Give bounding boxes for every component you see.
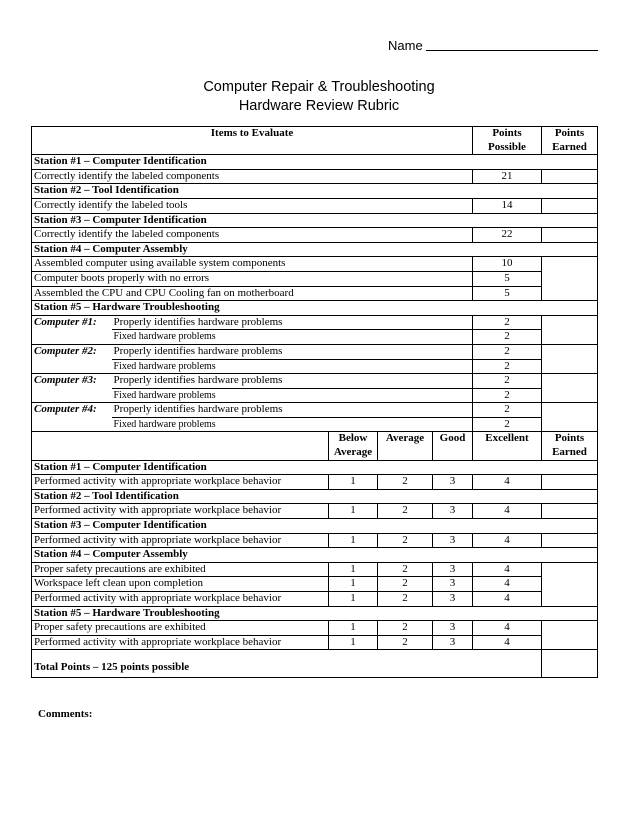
item-label: Properly identifies hardware problems <box>112 344 473 359</box>
section-row <box>32 489 598 504</box>
page-subtitle: Hardware Review Rubric <box>238 98 400 114</box>
table-row <box>32 359 598 374</box>
points-earned-cell[interactable] <box>542 562 598 606</box>
excellent-header: Excellent <box>473 432 542 460</box>
score-1: 1 <box>329 475 378 490</box>
points-possible: 2 <box>473 315 542 330</box>
section-row <box>32 242 598 257</box>
points-earned-cell[interactable] <box>542 257 598 301</box>
score-2: 2 <box>378 592 433 607</box>
comments-label: Comments: <box>38 708 93 720</box>
table-row <box>32 271 598 286</box>
items-header: Items to Evaluate <box>32 127 473 155</box>
points-possible: 2 <box>473 388 542 403</box>
name-blank-line[interactable] <box>426 50 598 51</box>
points-possible: 21 <box>473 169 542 184</box>
item-label: Assembled computer using available system components <box>32 257 473 272</box>
table-row <box>32 257 598 272</box>
item-label: Proper safety precautions are exhibited <box>32 621 329 636</box>
section-title: Station #5 – Hardware Troubleshooting <box>32 606 598 621</box>
score-1: 1 <box>329 621 378 636</box>
table-row <box>32 562 598 577</box>
points-possible: 2 <box>473 344 542 359</box>
points-earned-header: Points Earned <box>542 127 598 155</box>
score-3: 3 <box>433 592 473 607</box>
points-possible: 2 <box>473 359 542 374</box>
section-row <box>32 606 598 621</box>
score-3: 3 <box>433 533 473 548</box>
score-1: 1 <box>329 577 378 592</box>
table-row <box>32 374 598 389</box>
points-possible: 2 <box>473 330 542 345</box>
table-row <box>32 169 598 184</box>
total-row <box>32 650 598 678</box>
table-row <box>32 475 598 490</box>
section-row <box>32 184 598 199</box>
section-title: Station #5 – Hardware Troubleshooting <box>32 301 598 316</box>
points-earned-cell[interactable] <box>542 344 598 373</box>
score-4: 4 <box>473 592 542 607</box>
computer-label: Computer #4: <box>32 403 112 418</box>
points-earned-cell[interactable] <box>542 374 598 403</box>
points-earned-cell[interactable] <box>542 533 598 548</box>
score-4: 4 <box>473 577 542 592</box>
score-3: 3 <box>433 504 473 519</box>
item-label: Correctly identify the labeled components <box>32 169 473 184</box>
section-row <box>32 519 598 534</box>
item-label: Fixed hardware problems <box>112 388 473 403</box>
computer-label: Computer #1: <box>32 315 112 330</box>
score-4: 4 <box>473 562 542 577</box>
score-1: 1 <box>329 533 378 548</box>
section-row <box>32 548 598 563</box>
section-row <box>32 301 598 316</box>
points-earned-cell[interactable] <box>542 403 598 432</box>
item-label: Correctly identify the labeled tools <box>32 198 473 213</box>
item-label: Performed activity with appropriate workplace behavior <box>32 475 329 490</box>
table-row <box>32 417 598 432</box>
page-title: Computer Repair & Troubleshooting <box>203 79 435 95</box>
table-row <box>32 315 598 330</box>
points-possible: 5 <box>473 286 542 301</box>
item-label: Fixed hardware problems <box>112 330 473 345</box>
table-row <box>32 344 598 359</box>
item-label: Computer boots properly with no errors <box>32 271 473 286</box>
points-possible: 2 <box>473 417 542 432</box>
item-label: Performed activity with appropriate workplace behavior <box>32 635 329 650</box>
computer-label: Computer #2: <box>32 344 112 359</box>
table-row <box>32 198 598 213</box>
points-earned-cell[interactable] <box>542 315 598 344</box>
score-2: 2 <box>378 577 433 592</box>
rubric-table <box>31 126 598 678</box>
section-title: Station #3 – Computer Identification <box>32 213 598 228</box>
table-row <box>32 286 598 301</box>
score-1: 1 <box>329 635 378 650</box>
table-row <box>32 577 598 592</box>
score-2: 2 <box>378 635 433 650</box>
table-row <box>32 533 598 548</box>
points-possible: 22 <box>473 228 542 243</box>
computer-label: Computer #3: <box>32 374 112 389</box>
score-2: 2 <box>378 475 433 490</box>
section-row <box>32 213 598 228</box>
item-label: Fixed hardware problems <box>112 359 473 374</box>
item-label: Performed activity with appropriate workplace behavior <box>32 504 329 519</box>
section-row <box>32 460 598 475</box>
total-earned-cell[interactable] <box>542 650 598 678</box>
score-4: 4 <box>473 504 542 519</box>
table-row <box>32 388 598 403</box>
item-label: Properly identifies hardware problems <box>112 315 473 330</box>
score-4: 4 <box>473 621 542 636</box>
points-earned-cell[interactable] <box>542 621 598 650</box>
item-label: Correctly identify the labeled components <box>32 228 473 243</box>
table-header-row <box>32 127 598 155</box>
score-2: 2 <box>378 533 433 548</box>
points-possible: 5 <box>473 271 542 286</box>
item-label: Workspace left clean upon completion <box>32 577 329 592</box>
table-row <box>32 592 598 607</box>
section-title: Station #2 – Tool Identification <box>32 489 598 504</box>
average-header: Average <box>378 432 433 460</box>
score-3: 3 <box>433 635 473 650</box>
score-1: 1 <box>329 592 378 607</box>
table-row <box>32 635 598 650</box>
section-title: Station #3 – Computer Identification <box>32 519 598 534</box>
points-earned-header: Points Earned <box>542 432 598 460</box>
score-3: 3 <box>433 621 473 636</box>
heading <box>0 78 638 116</box>
score-2: 2 <box>378 504 433 519</box>
points-possible: 10 <box>473 257 542 272</box>
points-earned-cell[interactable] <box>542 169 598 184</box>
score-2: 2 <box>378 562 433 577</box>
table-row <box>32 403 598 418</box>
name-label: Name <box>388 38 423 53</box>
item-label: Assembled the CPU and CPU Cooling fan on motherboard <box>32 286 473 301</box>
points-earned-cell[interactable] <box>542 504 598 519</box>
points-earned-cell[interactable] <box>542 198 598 213</box>
item-label: Performed activity with appropriate workplace behavior <box>32 592 329 607</box>
points-possible-header: Points Possible <box>473 127 542 155</box>
section-title: Station #2 – Tool Identification <box>32 184 598 199</box>
section-title: Station #1 – Computer Identification <box>32 460 598 475</box>
score-4: 4 <box>473 533 542 548</box>
section-title: Station #4 – Computer Assembly <box>32 242 598 257</box>
score-1: 1 <box>329 504 378 519</box>
score-4: 4 <box>473 475 542 490</box>
points-possible: 2 <box>473 374 542 389</box>
item-label: Properly identifies hardware problems <box>112 403 473 418</box>
score-2: 2 <box>378 621 433 636</box>
score-3: 3 <box>433 562 473 577</box>
section-title: Station #4 – Computer Assembly <box>32 548 598 563</box>
table-row <box>32 228 598 243</box>
points-possible: 14 <box>473 198 542 213</box>
score-4: 4 <box>473 635 542 650</box>
scale-header-row <box>32 432 598 460</box>
score-3: 3 <box>433 577 473 592</box>
item-label: Proper safety precautions are exhibited <box>32 562 329 577</box>
item-label: Performed activity with appropriate workplace behavior <box>32 533 329 548</box>
table-row <box>32 621 598 636</box>
points-possible: 2 <box>473 403 542 418</box>
table-row <box>32 330 598 345</box>
name-field <box>388 38 598 53</box>
score-1: 1 <box>329 562 378 577</box>
item-label: Fixed hardware problems <box>112 417 473 432</box>
item-label: Properly identifies hardware problems <box>112 374 473 389</box>
table-row <box>32 504 598 519</box>
total-label: Total Points – 125 points possible <box>32 650 542 678</box>
section-row <box>32 155 598 170</box>
below-average-header: Below Average <box>329 432 378 460</box>
points-earned-cell[interactable] <box>542 228 598 243</box>
points-earned-cell[interactable] <box>542 475 598 490</box>
good-header: Good <box>433 432 473 460</box>
section-title: Station #1 – Computer Identification <box>32 155 598 170</box>
score-3: 3 <box>433 475 473 490</box>
